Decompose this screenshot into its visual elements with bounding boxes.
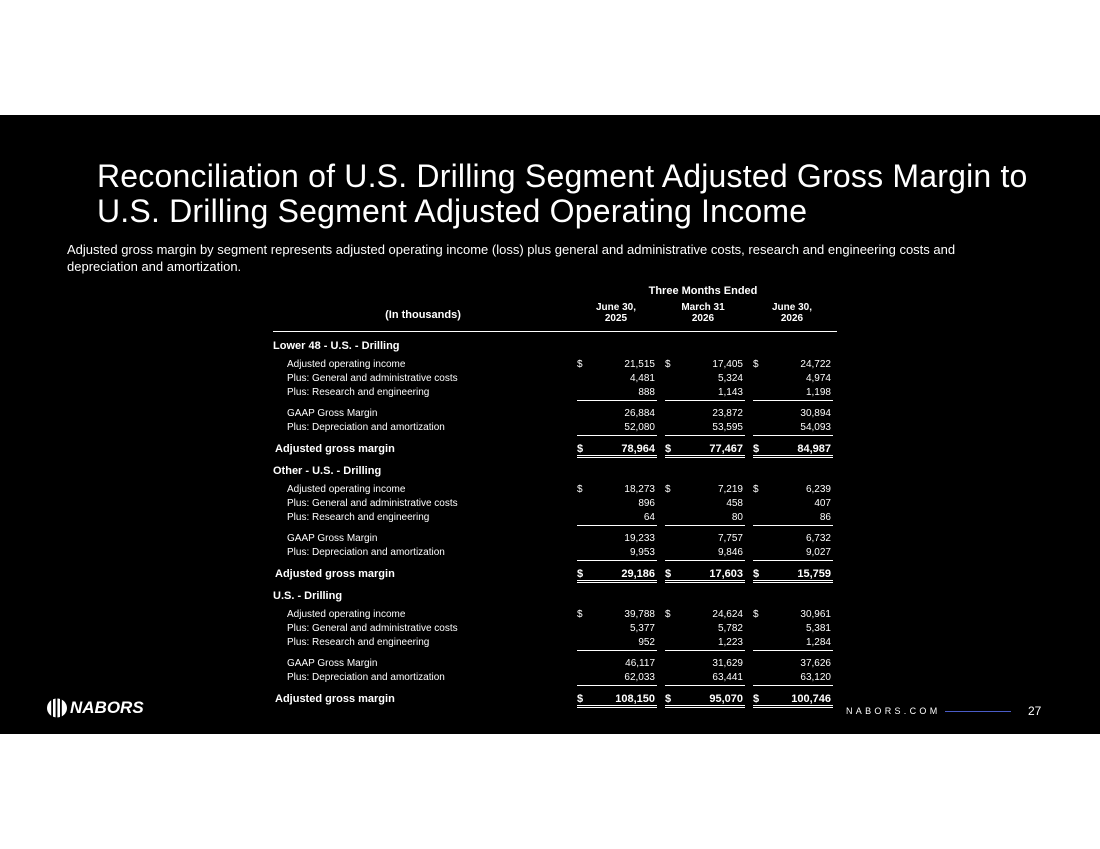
value-cell (577, 441, 657, 458)
cell-value: 80 (731, 512, 743, 523)
dollar-sign: $ (577, 484, 583, 495)
value-cell (577, 657, 657, 671)
cell-value: 21,515 (624, 359, 655, 370)
value-cell (753, 358, 833, 372)
value-cell (665, 566, 745, 583)
cell-value: 39,788 (624, 609, 655, 620)
cell-value: 15,759 (797, 568, 831, 580)
dollar-sign: $ (665, 443, 672, 455)
dollar-sign: $ (665, 609, 671, 620)
value-cell (753, 441, 833, 458)
column-header-line1: June 30, (771, 302, 813, 313)
cell-value: 37,626 (800, 658, 831, 669)
value-cell (753, 386, 833, 401)
value-cell (665, 483, 745, 497)
dollar-sign: $ (577, 693, 584, 705)
cell-value: 84,987 (797, 443, 831, 455)
value-cell (577, 421, 657, 436)
cell-value: 30,961 (800, 609, 831, 620)
value-cell (577, 546, 657, 561)
cell-value: 1,284 (805, 637, 831, 648)
value-cell (577, 636, 657, 651)
row-label: Plus: Depreciation and amortization (287, 422, 445, 433)
slide (0, 115, 1100, 734)
value-cell (577, 407, 657, 421)
cell-value: 31,629 (712, 658, 743, 669)
value-cell (577, 566, 657, 583)
cell-value: 896 (638, 498, 655, 509)
value-cell (753, 372, 833, 386)
cell-value: 77,467 (709, 443, 743, 455)
page-number: 27 (1028, 704, 1042, 718)
value-cell (753, 691, 833, 708)
cell-value: 108,150 (615, 693, 655, 705)
cell-value: 78,964 (621, 443, 655, 455)
total-row (273, 691, 837, 707)
table-row (273, 636, 837, 650)
cell-value: 17,603 (709, 568, 743, 580)
cell-value: 64 (643, 512, 655, 523)
value-cell (665, 497, 745, 511)
table-row (273, 483, 837, 497)
table-row (273, 657, 837, 671)
value-cell (577, 511, 657, 526)
value-cell (753, 622, 833, 636)
value-cell (665, 407, 745, 421)
dollar-sign: $ (753, 443, 760, 455)
cell-value: 53,595 (712, 422, 743, 433)
value-cell (753, 657, 833, 671)
column-header-line1: March 31 (681, 302, 725, 313)
dollar-sign: $ (665, 484, 671, 495)
cell-value: 407 (814, 498, 831, 509)
value-cell (577, 532, 657, 546)
value-cell (577, 671, 657, 686)
cell-value: 1,198 (805, 387, 831, 398)
dollar-sign: $ (577, 443, 584, 455)
slide-title: Reconciliation of U.S. Drilling Segment Adjusted Gross Margin to U.S. Drilling Segment Adjusted Operating Income (97, 158, 1028, 229)
cell-value: 4,974 (805, 373, 831, 384)
value-cell (665, 636, 745, 651)
cell-value: 5,377 (629, 623, 655, 634)
cell-value: 952 (638, 637, 655, 648)
table-row (273, 497, 837, 511)
value-cell (577, 372, 657, 386)
row-label: Plus: General and administrative costs (287, 623, 458, 634)
row-label: Plus: General and administrative costs (287, 498, 458, 509)
row-label: Adjusted operating income (287, 609, 406, 620)
value-cell (753, 407, 833, 421)
value-cell (577, 483, 657, 497)
value-cell (753, 421, 833, 436)
table-row (273, 532, 837, 546)
value-cell (665, 441, 745, 458)
cell-value: 9,027 (805, 547, 831, 558)
value-cell (665, 511, 745, 526)
cell-value: 7,219 (717, 484, 743, 495)
cell-value: 24,722 (800, 359, 831, 370)
row-label: GAAP Gross Margin (287, 408, 378, 419)
cell-value: 6,732 (805, 533, 831, 544)
value-cell (753, 671, 833, 686)
cell-value: 46,117 (625, 658, 655, 669)
footer-accent-line (945, 711, 1011, 712)
dollar-sign: $ (753, 359, 759, 370)
logo-text: NABORS (70, 698, 144, 717)
value-cell (665, 421, 745, 436)
value-cell (665, 622, 745, 636)
cell-value: 18,273 (624, 484, 655, 495)
cell-value: 9,953 (629, 547, 655, 558)
row-label: Plus: Research and engineering (287, 387, 430, 398)
dollar-sign: $ (577, 359, 583, 370)
cell-value: 63,120 (800, 672, 831, 683)
column-header (665, 302, 741, 324)
cell-value: 26,884 (624, 408, 655, 419)
total-row (273, 441, 837, 457)
value-cell (577, 608, 657, 622)
cell-value: 1,223 (717, 637, 743, 648)
table-row (273, 421, 837, 435)
value-cell (753, 483, 833, 497)
value-cell (577, 497, 657, 511)
value-cell (753, 636, 833, 651)
value-cell (665, 671, 745, 686)
cell-value: 30,894 (800, 408, 831, 419)
row-label: GAAP Gross Margin (287, 658, 378, 669)
nabors-logo (46, 698, 144, 718)
cell-value: 4,481 (629, 373, 655, 384)
cell-value: 5,324 (717, 373, 743, 384)
value-cell (577, 358, 657, 372)
dollar-sign: $ (665, 568, 672, 580)
value-cell (665, 608, 745, 622)
period-header: Three Months Ended (648, 285, 758, 297)
reconciliation-table (273, 283, 837, 707)
value-cell (665, 532, 745, 546)
section-title: Lower 48 - U.S. - Drilling (273, 340, 400, 352)
column-header (578, 302, 654, 324)
total-label: Adjusted gross margin (275, 693, 395, 705)
value-cell (665, 657, 745, 671)
table-header (273, 283, 837, 332)
value-cell (753, 497, 833, 511)
dollar-sign: $ (753, 693, 760, 705)
row-label: Plus: Research and engineering (287, 637, 430, 648)
cell-value: 17,405 (712, 359, 743, 370)
table-body (273, 338, 837, 707)
total-row (273, 566, 837, 582)
value-cell (665, 691, 745, 708)
cell-value: 1,143 (717, 387, 743, 398)
cell-value: 86 (819, 512, 831, 523)
units-label: (In thousands) (385, 309, 461, 321)
cell-value: 24,624 (712, 609, 743, 620)
value-cell (665, 358, 745, 372)
total-label: Adjusted gross margin (275, 443, 395, 455)
cell-value: 52,080 (624, 422, 655, 433)
cell-value: 62,033 (624, 672, 655, 683)
cell-value: 5,782 (717, 623, 743, 634)
table-row (273, 671, 837, 685)
value-cell (753, 608, 833, 622)
section-title: U.S. - Drilling (273, 590, 343, 602)
total-label: Adjusted gross margin (275, 568, 395, 580)
table-row (273, 511, 837, 525)
table-row (273, 546, 837, 560)
value-cell (577, 386, 657, 401)
dollar-sign: $ (665, 359, 671, 370)
table-row (273, 622, 837, 636)
cell-value: 7,757 (717, 533, 743, 544)
row-label: Plus: General and administrative costs (287, 373, 458, 384)
cell-value: 888 (638, 387, 655, 398)
column-header-line2: 2026 (780, 313, 804, 324)
cell-value: 458 (726, 498, 743, 509)
cell-value: 19,233 (624, 533, 655, 544)
column-header-line2: 2025 (604, 313, 628, 324)
cell-value: 23,872 (712, 408, 743, 419)
dollar-sign: $ (665, 693, 672, 705)
nabors-logo-icon (46, 698, 68, 718)
table-row (273, 358, 837, 372)
value-cell (665, 372, 745, 386)
value-cell (665, 386, 745, 401)
value-cell (753, 566, 833, 583)
row-label: Adjusted operating income (287, 484, 406, 495)
dollar-sign: $ (753, 568, 760, 580)
table-row (273, 372, 837, 386)
cell-value: 6,239 (805, 484, 831, 495)
value-cell (577, 691, 657, 708)
cell-value: 95,070 (709, 693, 743, 705)
row-label: Plus: Depreciation and amortization (287, 547, 445, 558)
row-label: Plus: Research and engineering (287, 512, 430, 523)
dollar-sign: $ (753, 609, 759, 620)
footer-website[interactable]: NABORS.COM (846, 706, 941, 716)
column-header-line1: June 30, (595, 302, 637, 313)
row-label: Adjusted operating income (287, 359, 406, 370)
row-label: Plus: Depreciation and amortization (287, 672, 445, 683)
table-row (273, 407, 837, 421)
value-cell (753, 546, 833, 561)
dollar-sign: $ (577, 568, 584, 580)
slide-subtitle: Adjusted gross margin by segment represents adjusted operating income (loss) plus general and administrative costs, research and engineering costs and depreciation and amortization. (67, 242, 956, 274)
column-header (754, 302, 830, 324)
row-label: GAAP Gross Margin (287, 533, 378, 544)
section-title: Other - U.S. - Drilling (273, 465, 382, 477)
value-cell (577, 622, 657, 636)
cell-value: 9,846 (717, 547, 743, 558)
cell-value: 63,441 (712, 672, 743, 683)
column-header-line2: 2026 (691, 313, 715, 324)
value-cell (753, 532, 833, 546)
cell-value: 100,746 (791, 693, 831, 705)
dollar-sign: $ (753, 484, 759, 495)
table-row (273, 386, 837, 400)
dollar-sign: $ (577, 609, 583, 620)
cell-value: 5,381 (805, 623, 831, 634)
cell-value: 54,093 (800, 422, 831, 433)
table-row (273, 608, 837, 622)
value-cell (665, 546, 745, 561)
value-cell (753, 511, 833, 526)
cell-value: 29,186 (621, 568, 655, 580)
